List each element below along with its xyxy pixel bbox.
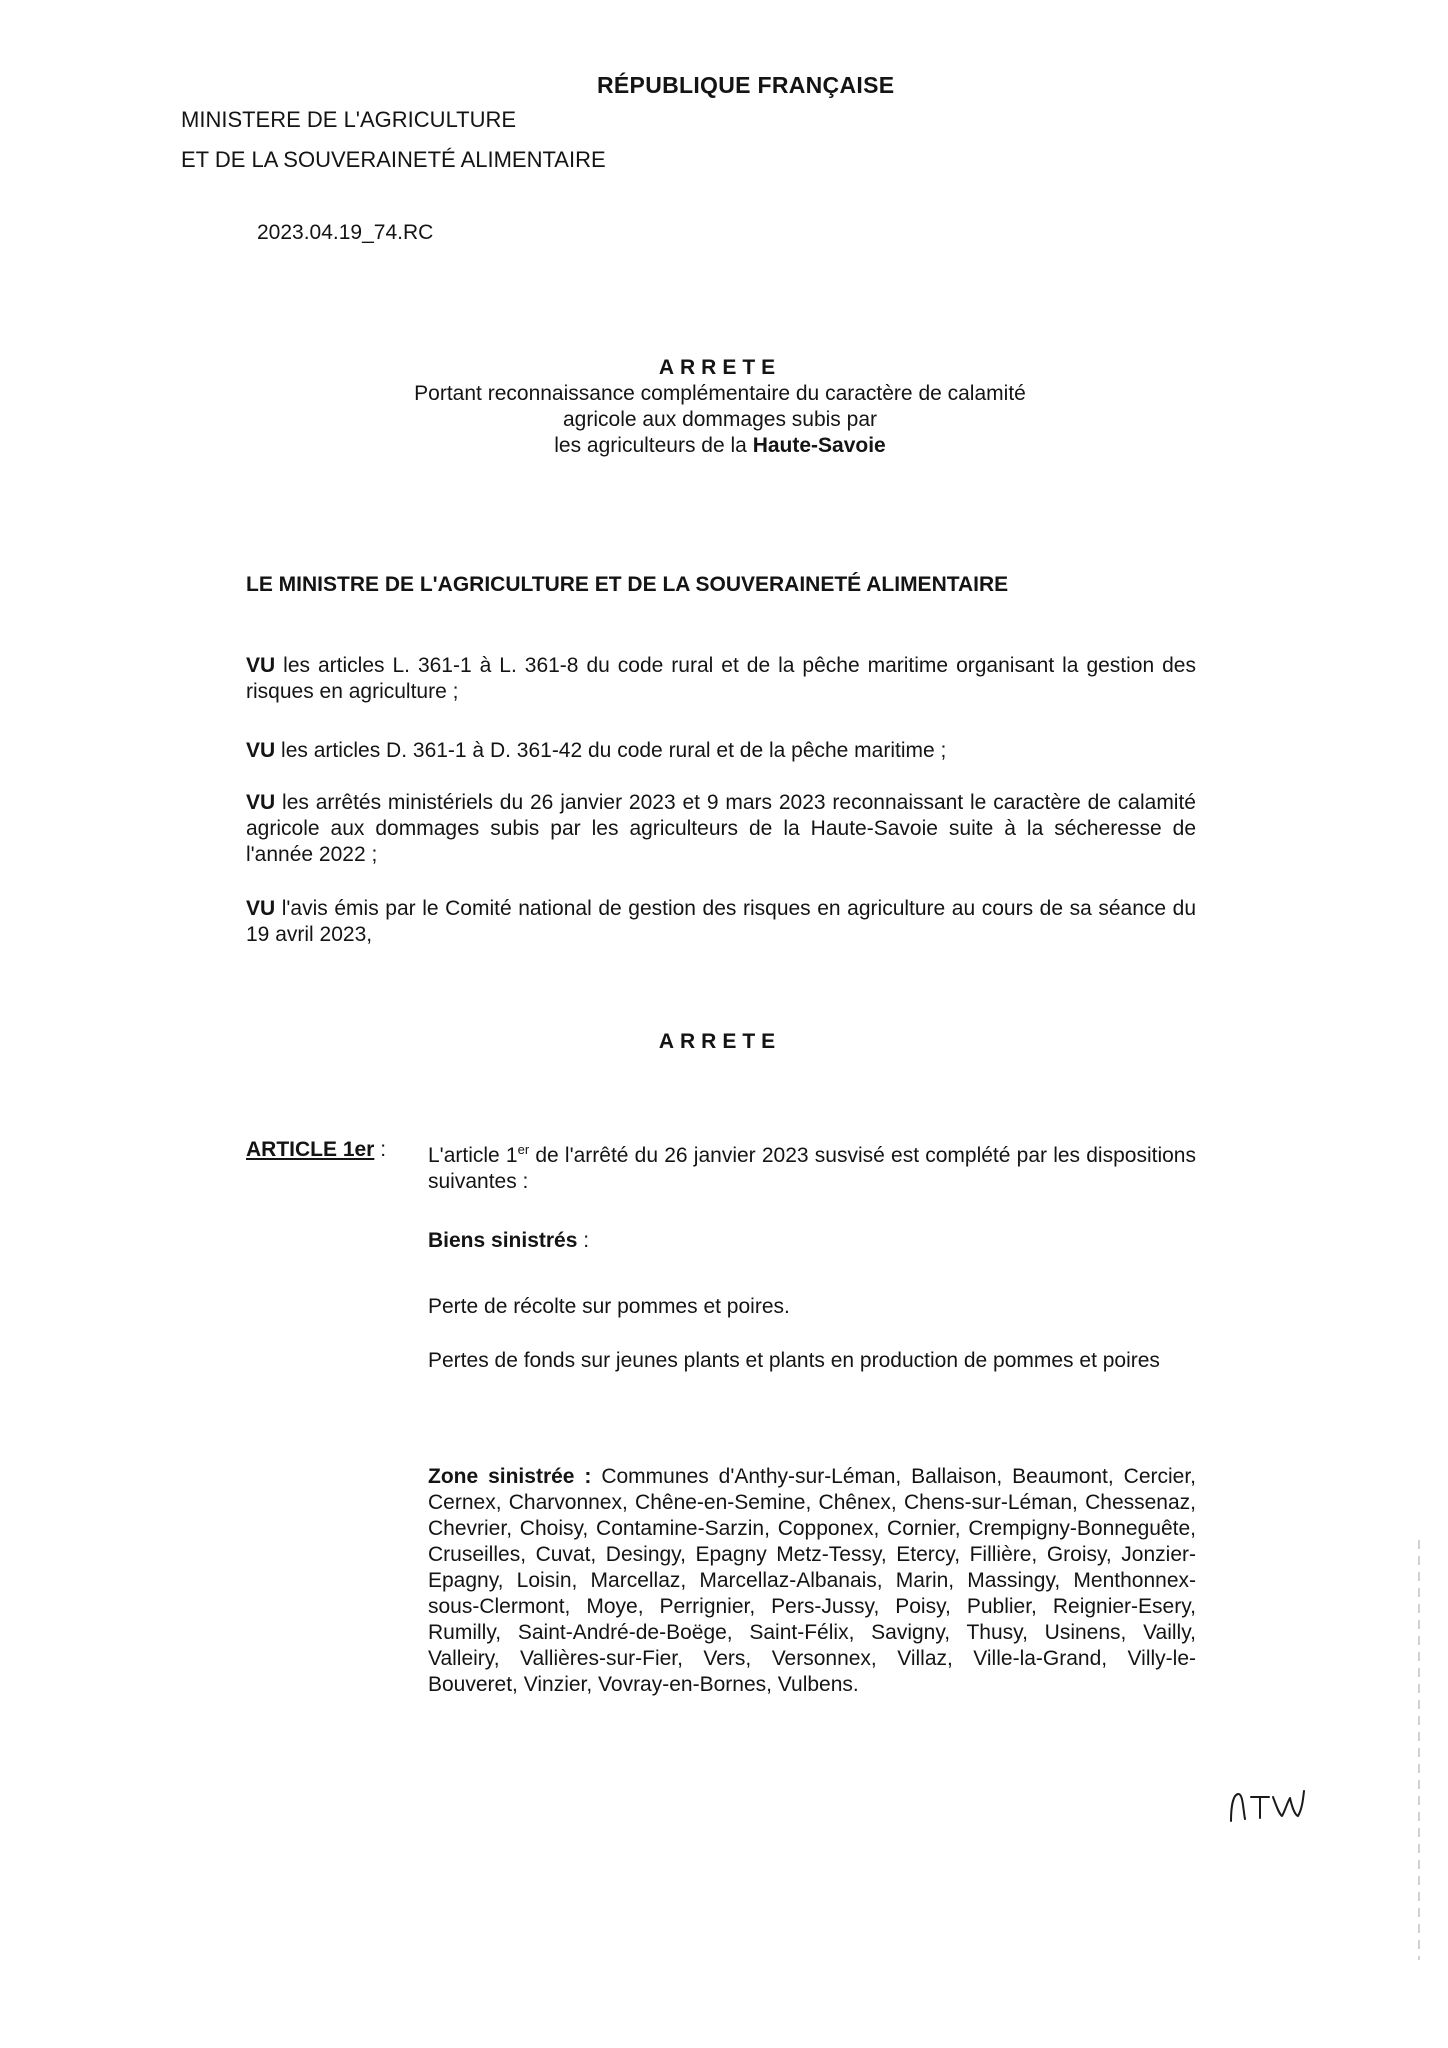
scan-artifact-line xyxy=(1418,1540,1420,1960)
title-block xyxy=(300,355,1140,459)
visa-text: les articles L. 361-1 à L. 361-8 du code rural et de la pêche maritime organisant la gestion des risques en agriculture ; xyxy=(246,654,1196,703)
visa-vu-label: VU xyxy=(246,739,276,762)
zone-sinistree-paragraph xyxy=(428,1464,1196,1698)
republique-heading: RÉPUBLIQUE FRANÇAISE xyxy=(597,72,895,98)
zone-communes-list: Communes d'Anthy-sur-Léman, Ballaison, Beaumont, Cercier, Cernex, Charvonnex, Chêne-en-Semine, Chênex, Chens-sur-Léman, Chessenaz, Chevrier, Choisy, Contamine-Sarzin, Copponex, Cornier, Crempigny-Bonneguête, Cruseilles, Cuvat, Desingy, Epagny Metz-Tessy, Etercy, Fillière, Groisy, Jonzier-Epagny, Loisin, Marcellaz, Marcellaz-Albanais, Marin, Massingy, Menthonnex-sous-Clermont, Moye, Perrignier, Pers-Jussy, Poisy, Publier, Reignier-Esery, Rumilly, Saint-André-de-Boëge, Saint-Félix, Savigny, Thusy, Usinens, Vailly, Valleiry, Vallières-sur-Fier, Vers, Versonnex, Villaz, Ville-la-Grand, Villy-le-Bouveret, Vinzier, Vovray-en-Bornes, Vulbens. xyxy=(428,1465,1197,1696)
document-reference: 2023.04.19_74.RC xyxy=(257,221,434,244)
ministry-line-1: MINISTERE DE L'AGRICULTURE xyxy=(181,107,517,132)
title-line-2: agricole aux dommages subis par xyxy=(563,408,877,431)
visa-text: les articles D. 361-1 à D. 361-42 du code rural et de la pêche maritime ; xyxy=(275,739,947,762)
title-department: Haute-Savoie xyxy=(752,434,886,457)
visa-paragraph xyxy=(246,790,1196,868)
article-intro-start: L'article 1 xyxy=(428,1144,518,1167)
initials-signature xyxy=(1225,1785,1315,1825)
biens-sinistres-heading xyxy=(428,1228,1196,1254)
ministry-line-2: ET DE LA SOUVERAINETÉ ALIMENTAIRE xyxy=(181,147,606,172)
biens-item: Perte de récolte sur pommes et poires. xyxy=(428,1295,790,1318)
arrete-decision-heading: ARRETE xyxy=(658,1030,782,1053)
article-1-colon: : xyxy=(374,1138,387,1161)
visa-vu-label: VU xyxy=(246,791,276,814)
title-line-1: Portant reconnaissance complémentaire du caractère de calamité xyxy=(414,382,1026,405)
article-intro-superscript: er xyxy=(517,1142,530,1157)
biens-sinistres-colon: : xyxy=(577,1229,590,1252)
minister-heading: LE MINISTRE DE L'AGRICULTURE ET DE LA SOUVERAINETÉ ALIMENTAIRE xyxy=(246,573,1009,596)
ministry-name xyxy=(181,100,606,180)
article-1-label xyxy=(246,1138,386,1162)
visa-text: les arrêtés ministériels du 26 janvier 2023 et 9 mars 2023 reconnaissant le caractère de calamité agricole aux dommages subis par les agriculteurs de la Haute-Savoie suite à la sécheresse de l'année 2022 ; xyxy=(246,791,1196,866)
arrete-title: ARRETE xyxy=(658,356,782,379)
visa-paragraph xyxy=(246,896,1196,948)
visa-vu-label: VU xyxy=(246,654,276,677)
biens-item: Pertes de fonds sur jeunes plants et plants en production de pommes et poires xyxy=(428,1349,1160,1372)
article-intro-end: de l'arrêté du 26 janvier 2023 susvisé est complété par les dispositions suivantes : xyxy=(428,1144,1196,1193)
article-1-intro xyxy=(428,1137,1196,1195)
article-1-title: ARTICLE 1er xyxy=(246,1138,375,1161)
zone-sinistree-title: Zone sinistrée : xyxy=(428,1465,592,1488)
title-line-3 xyxy=(300,433,1140,459)
biens-sinistres-title: Biens sinistrés xyxy=(428,1229,578,1252)
title-line-3-prefix: les agriculteurs de la xyxy=(554,434,753,457)
visa-text: l'avis émis par le Comité national de gestion des risques en agriculture au cours de sa séance du 19 avril 2023, xyxy=(246,897,1196,946)
visa-paragraph xyxy=(246,653,1196,705)
visa-paragraph xyxy=(246,738,1196,764)
visa-vu-label: VU xyxy=(246,897,276,920)
